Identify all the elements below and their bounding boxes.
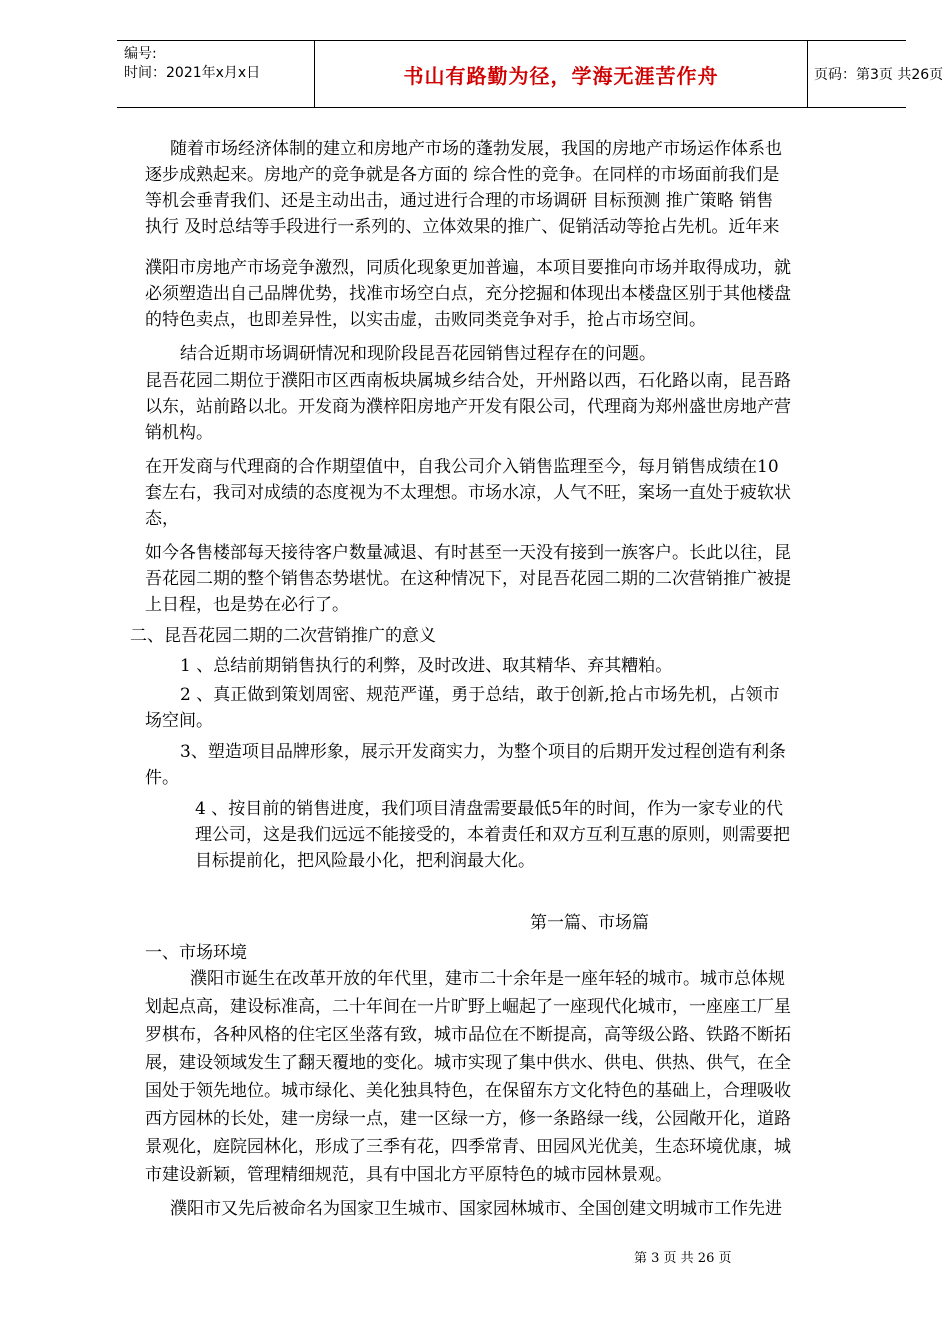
body-line: 罗棋布，各种风格的住宅区坐落有致，城市品位在不断提高，高等级公路、铁路不断拓 xyxy=(145,1025,791,1045)
body-line: 等机会垂青我们、还是主动出击，通过进行合理的市场调研 目标预测 推广策略 销售 xyxy=(145,191,774,211)
body-line: 濮阳市房地产市场竞争激烈，同质化现象更加普遍，本项目要推向市场并取得成功，就 xyxy=(145,258,791,278)
chapter-title: 第一篇、市场篇 xyxy=(530,913,649,933)
header-page-cell xyxy=(808,41,944,107)
body-line: 场空间。 xyxy=(145,711,213,731)
section-heading: 一、市场环境 xyxy=(145,943,247,963)
body-line: 目标提前化，把风险最小化，把利润最大化。 xyxy=(195,851,535,871)
header-meta-cell xyxy=(117,41,314,107)
list-item: 4 、按目前的销售进度，我们项目清盘需要最低5年的时间，作为一家专业的代 xyxy=(195,799,784,819)
body-line: 西方园林的长处，建一房绿一点，建一区绿一方，修一条路绿一线，公园敞开化，道路 xyxy=(145,1109,791,1129)
body-line: 执行 及时总结等手段进行一系列的、立体效果的推广、促销活动等抢占先机。近年来 xyxy=(145,217,780,237)
body-line: 态， xyxy=(145,509,179,529)
body-line: 结合近期市场调研情况和现阶段昆吾花园销售过程存在的问题。 xyxy=(180,344,656,364)
body-line: 套左右，我司对成绩的态度视为不太理想。市场水凉，人气不旺，案场一直处于疲软状 xyxy=(145,483,791,503)
body-line: 景观化，庭院园林化，形成了三季有花，四季常青、田园风光优美，生态环境优康，城 xyxy=(145,1137,791,1157)
body-line: 必须塑造出自己品牌优势，找准市场空白点，充分挖掘和体现出本楼盘区别于其他楼盘 xyxy=(145,284,791,304)
body-line: 展，建设领域发生了翻天覆地的变化。城市实现了集中供水、供电、供热、供气，在全 xyxy=(145,1053,791,1073)
list-item: 1 、总结前期销售执行的利弊，及时改进、取其精华、弃其糟粕。 xyxy=(180,656,673,676)
body-line: 随着市场经济体制的建立和房地产市场的蓬勃发展，我国的房地产市场运作体系也 xyxy=(170,139,782,159)
header-motto-cell xyxy=(314,41,808,107)
body-line: 的特色卖点，也即差异性，以实击虚，击败同类竞争对手，抢占市场空间。 xyxy=(145,310,706,330)
body-line: 在开发商与代理商的合作期望值中，自我公司介入销售监理至今，每月销售成绩在10 xyxy=(145,457,779,477)
header-motto: 书山有路勤为径，学海无涯苦作舟 xyxy=(403,63,719,88)
list-item: 3、塑造项目品牌形象，展示开发商实力，为整个项目的后期开发过程创造有利条 xyxy=(180,742,786,762)
body-line: 国处于领先地位。城市绿化、美化独具特色，在保留东方文化特色的基础上，合理吸收 xyxy=(145,1081,791,1101)
body-line: 濮阳市又先后被命名为国家卫生城市、国家园林城市、全国创建文明城市工作先进 xyxy=(170,1199,782,1219)
header-page-info: 页码：第3页 共26页 xyxy=(814,67,944,83)
document-time-label: 时间：2021年x月x日 xyxy=(124,65,261,81)
section-heading: 二、昆吾花园二期的二次营销推广的意义 xyxy=(130,626,436,646)
body-line: 昆吾花园二期位于濮阳市区西南板块属城乡结合处，开州路以西，石化路以南，昆吾路 xyxy=(145,371,791,391)
body-line: 濮阳市诞生在改革开放的年代里，建市二十余年是一座年轻的城市。城市总体规 xyxy=(190,969,785,989)
list-item: 2 、真正做到策划周密、规范严谨，勇于总结，敢于创新,抢占市场先机，占领市 xyxy=(180,685,780,705)
body-line: 上日程，也是势在必行了。 xyxy=(145,595,349,615)
document-number-label: 编号: xyxy=(124,46,157,62)
body-line: 件。 xyxy=(145,768,179,788)
body-line: 逐步成熟起来。房地产的竞争就是各方面的 综合性的竞争。在同样的市场面前我们是 xyxy=(145,165,780,185)
body-line: 吾花园二期的整个销售态势堪忧。在这种情况下，对昆吾花园二期的二次营销推广被提 xyxy=(145,569,791,589)
body-line: 划起点高，建设标准高，二十年间在一片旷野上崛起了一座现代化城市，一座座工厂星 xyxy=(145,997,791,1017)
page-footer: 第 3 页 共 26 页 xyxy=(634,1251,732,1266)
body-line: 以东，站前路以北。开发商为濮梓阳房地产开发有限公司，代理商为郑州盛世房地产营 xyxy=(145,397,791,417)
body-line: 销机构。 xyxy=(145,423,213,443)
body-line: 理公司，这是我们远远不能接受的，本着责任和双方互利互惠的原则，则需要把 xyxy=(195,825,790,845)
document-header xyxy=(117,40,944,108)
body-line: 如今各售楼部每天接待客户数量减退、有时甚至一天没有接到一族客户。长此以往，昆 xyxy=(145,543,791,563)
body-line: 市建设新颖，管理精细规范，具有中国北方平原特色的城市园林景观。 xyxy=(145,1165,672,1185)
